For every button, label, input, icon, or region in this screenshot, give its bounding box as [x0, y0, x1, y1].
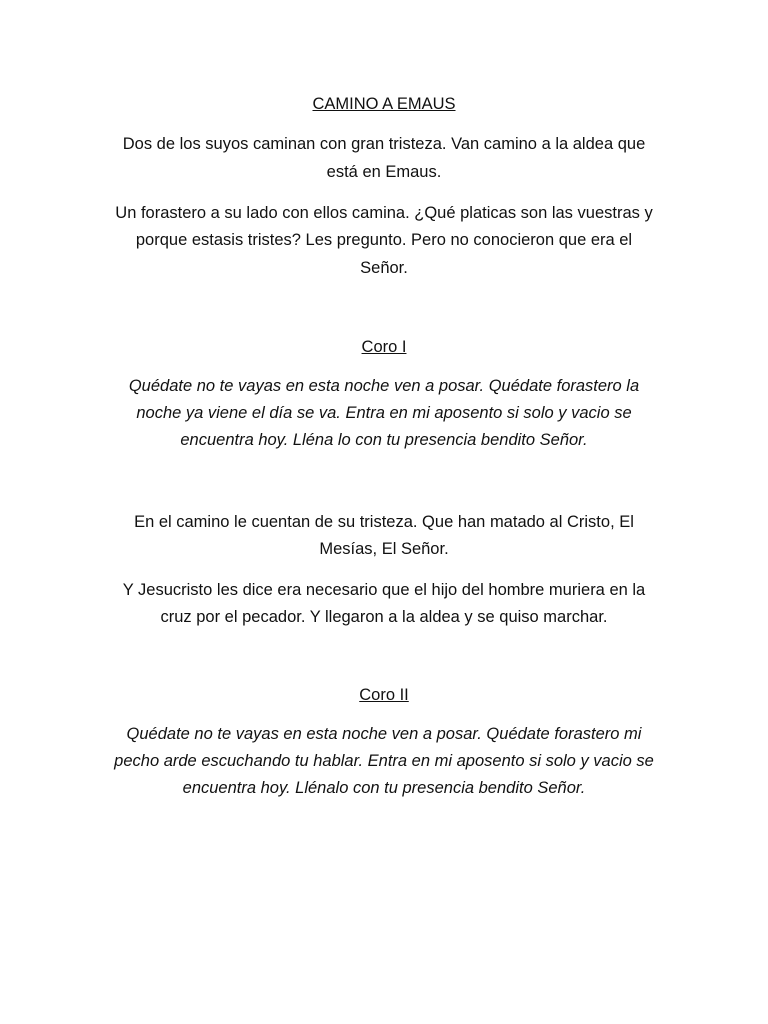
paragraph-2-line: porque estasis tristes? Les pregunto. Pero no conocieron que era el [135, 231, 633, 249]
coro-1-heading: Coro I [361, 338, 407, 356]
paragraph-3-line: En el camino le cuentan de su tristeza. Que han matado al Cristo, El [134, 513, 634, 531]
paragraph-1-line: Dos de los suyos caminan con gran tristeza. Van camino a la aldea que [122, 135, 646, 153]
coro-2-line: Quédate no te vayas en esta noche ven a posar. Quédate forastero mi [126, 725, 642, 743]
coro-2-line: pecho arde escuchando tu hablar. Entra en mi aposento si solo y vacio se [114, 752, 654, 770]
coro-2-line: encuentra hoy. Llénalo con tu presencia bendito Señor. [182, 779, 586, 797]
paragraph-2-line: Señor. [360, 259, 408, 277]
coro-1-line: Quédate no te vayas en esta noche ven a posar. Quédate forastero la [128, 377, 640, 395]
paragraph-4-line: cruz por el pecador. Y llegaron a la aldea y se quiso marchar. [160, 608, 608, 626]
paragraph-4-line: Y Jesucristo les dice era necesario que el hijo del hombre muriera en la [122, 581, 646, 599]
coro-1-line: encuentra hoy. Lléna lo con tu presencia bendito Señor. [180, 431, 588, 449]
document-title: CAMINO A EMAUS [312, 95, 456, 113]
coro-1-line: noche ya viene el día se va. Entra en mi aposento si solo y vacio se [136, 404, 632, 422]
paragraph-2-line: Un forastero a su lado con ellos camina. ¿Qué platicas son las vuestras y [115, 204, 653, 222]
paragraph-3-line: Mesías, El Señor. [319, 540, 449, 558]
coro-2-heading: Coro II [359, 686, 409, 704]
paragraph-1-line: está en Emaus. [326, 163, 442, 181]
